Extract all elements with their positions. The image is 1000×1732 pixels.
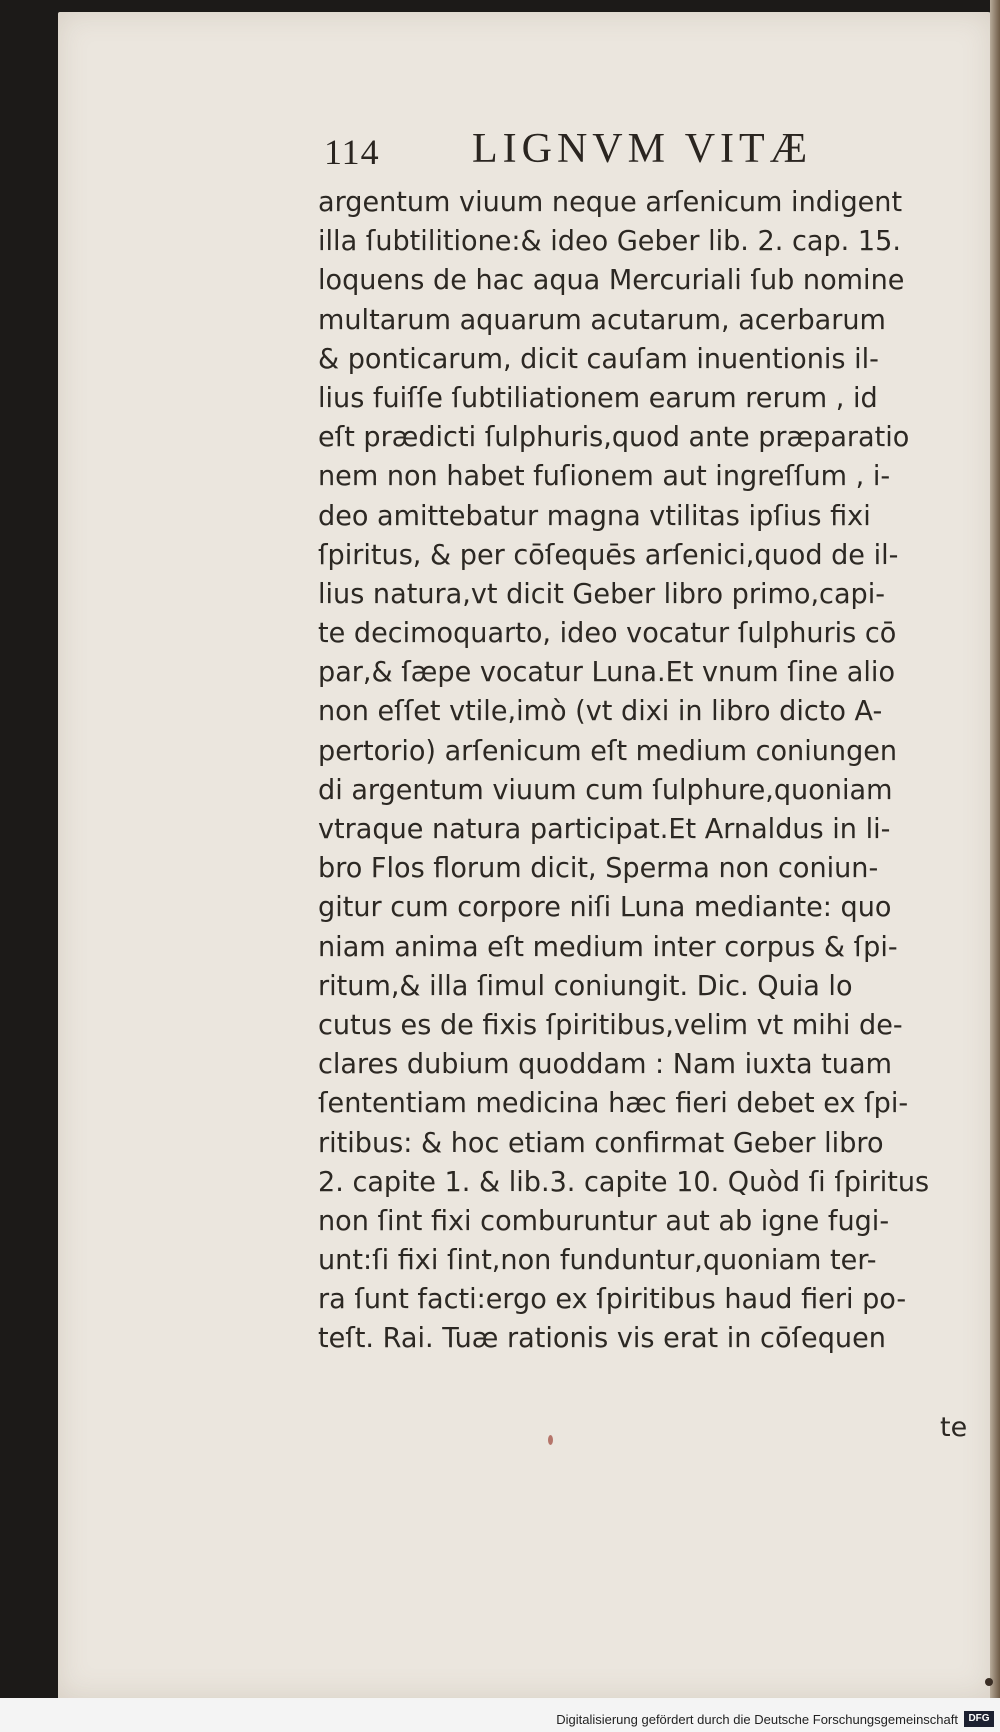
- body-text: [318, 183, 978, 1359]
- text-line: teſt. Rai. Tuæ rationis vis erat in cōſequen: [318, 1322, 886, 1355]
- text-line: di argentum viuum cum ſulphure,quoniam: [318, 773, 893, 806]
- text-line: eſt prædicti ſulphuris,quod ante præparatio: [318, 421, 910, 454]
- text-line: argentum viuum neque arſenicum indigent: [318, 186, 903, 218]
- digitization-notice: Digitalisierung gefördert durch die Deutsche Forschungsgemeinschaft: [556, 1712, 958, 1727]
- text-line: multarum aquarum acutarum, acerbarum: [318, 303, 886, 336]
- text-line: lius fuiſſe ſubtiliationem earum rerum , id: [318, 381, 878, 414]
- text-line: bro Flos florum dicit, Sperma non coniun-: [318, 852, 879, 885]
- page-number: 114: [324, 132, 380, 172]
- text-line: unt:ſi fixi ſint,non funduntur,quoniam ter-: [318, 1244, 877, 1277]
- text-line: cutus es de fixis ſpiritibus,velim vt mihi de-: [318, 1008, 903, 1041]
- text-line: niam anima eſt medium inter corpus & ſpi-: [318, 930, 898, 963]
- ink-speck: [985, 1678, 993, 1686]
- text-line: illa ſubtilitione:& ideo Geber lib. 2. cap. 15.: [318, 225, 901, 258]
- text-line: nem non habet fuſionem aut ingreſſum , i-: [318, 460, 891, 493]
- text-line: pertorio) arſenicum eſt medium coniungen: [318, 734, 898, 767]
- text-line: clares dubium quoddam : Nam iuxta tuam: [318, 1048, 892, 1081]
- text-line: vtraque natura participat.Et Arnaldus in li-: [318, 813, 891, 845]
- dfg-logo: DFG: [964, 1711, 994, 1727]
- text-line: gitur cum corpore niſi Luna mediante: quo: [318, 891, 892, 924]
- text-line: ra ſunt facti:ergo ex ſpiritibus haud fieri po-: [318, 1283, 907, 1316]
- text-line: 2. capite 1. & lib.3. capite 10. Quòd ſi ſpiritus: [318, 1165, 930, 1198]
- text-line: deo amittebatur magna vtilitas ipſius fixi: [318, 499, 871, 532]
- running-title: LIGNVM VITÆ: [472, 126, 813, 172]
- text-line: par,& ſæpe vocatur Luna.Et vnum ſine alio: [318, 656, 896, 689]
- text-line: te decimoquarto, ideo vocatur ſulphuris cō: [318, 617, 897, 650]
- text-line: ſententiam medicina hæc fieri debet ex ſpi-: [318, 1087, 909, 1120]
- book-edge: [990, 0, 1000, 1700]
- ink-speck: [548, 1435, 553, 1445]
- catchword: te: [940, 1412, 968, 1443]
- text-line: lius natura,vt dicit Geber libro primo,capi-: [318, 577, 886, 610]
- text-line: & ponticarum, dicit cauſam inuentionis il-: [318, 342, 879, 375]
- text-line: ſpiritus, & per cōſequēs arſenici,quod de il-: [318, 538, 899, 571]
- text-line: loquens de hac aqua Mercuriali ſub nomine: [318, 264, 905, 297]
- text-line: non eſſet vtile,imò (vt dixi in libro dicto A-: [318, 695, 883, 728]
- text-line: ritibus: & hoc etiam confirmat Geber libro: [318, 1126, 884, 1159]
- text-line: non ſint fixi comburuntur aut ab igne fugi-: [318, 1204, 890, 1237]
- page-header: [324, 125, 924, 181]
- text-line: ritum,& illa ſimul coniungit. Dic. Quia lo: [318, 969, 853, 1002]
